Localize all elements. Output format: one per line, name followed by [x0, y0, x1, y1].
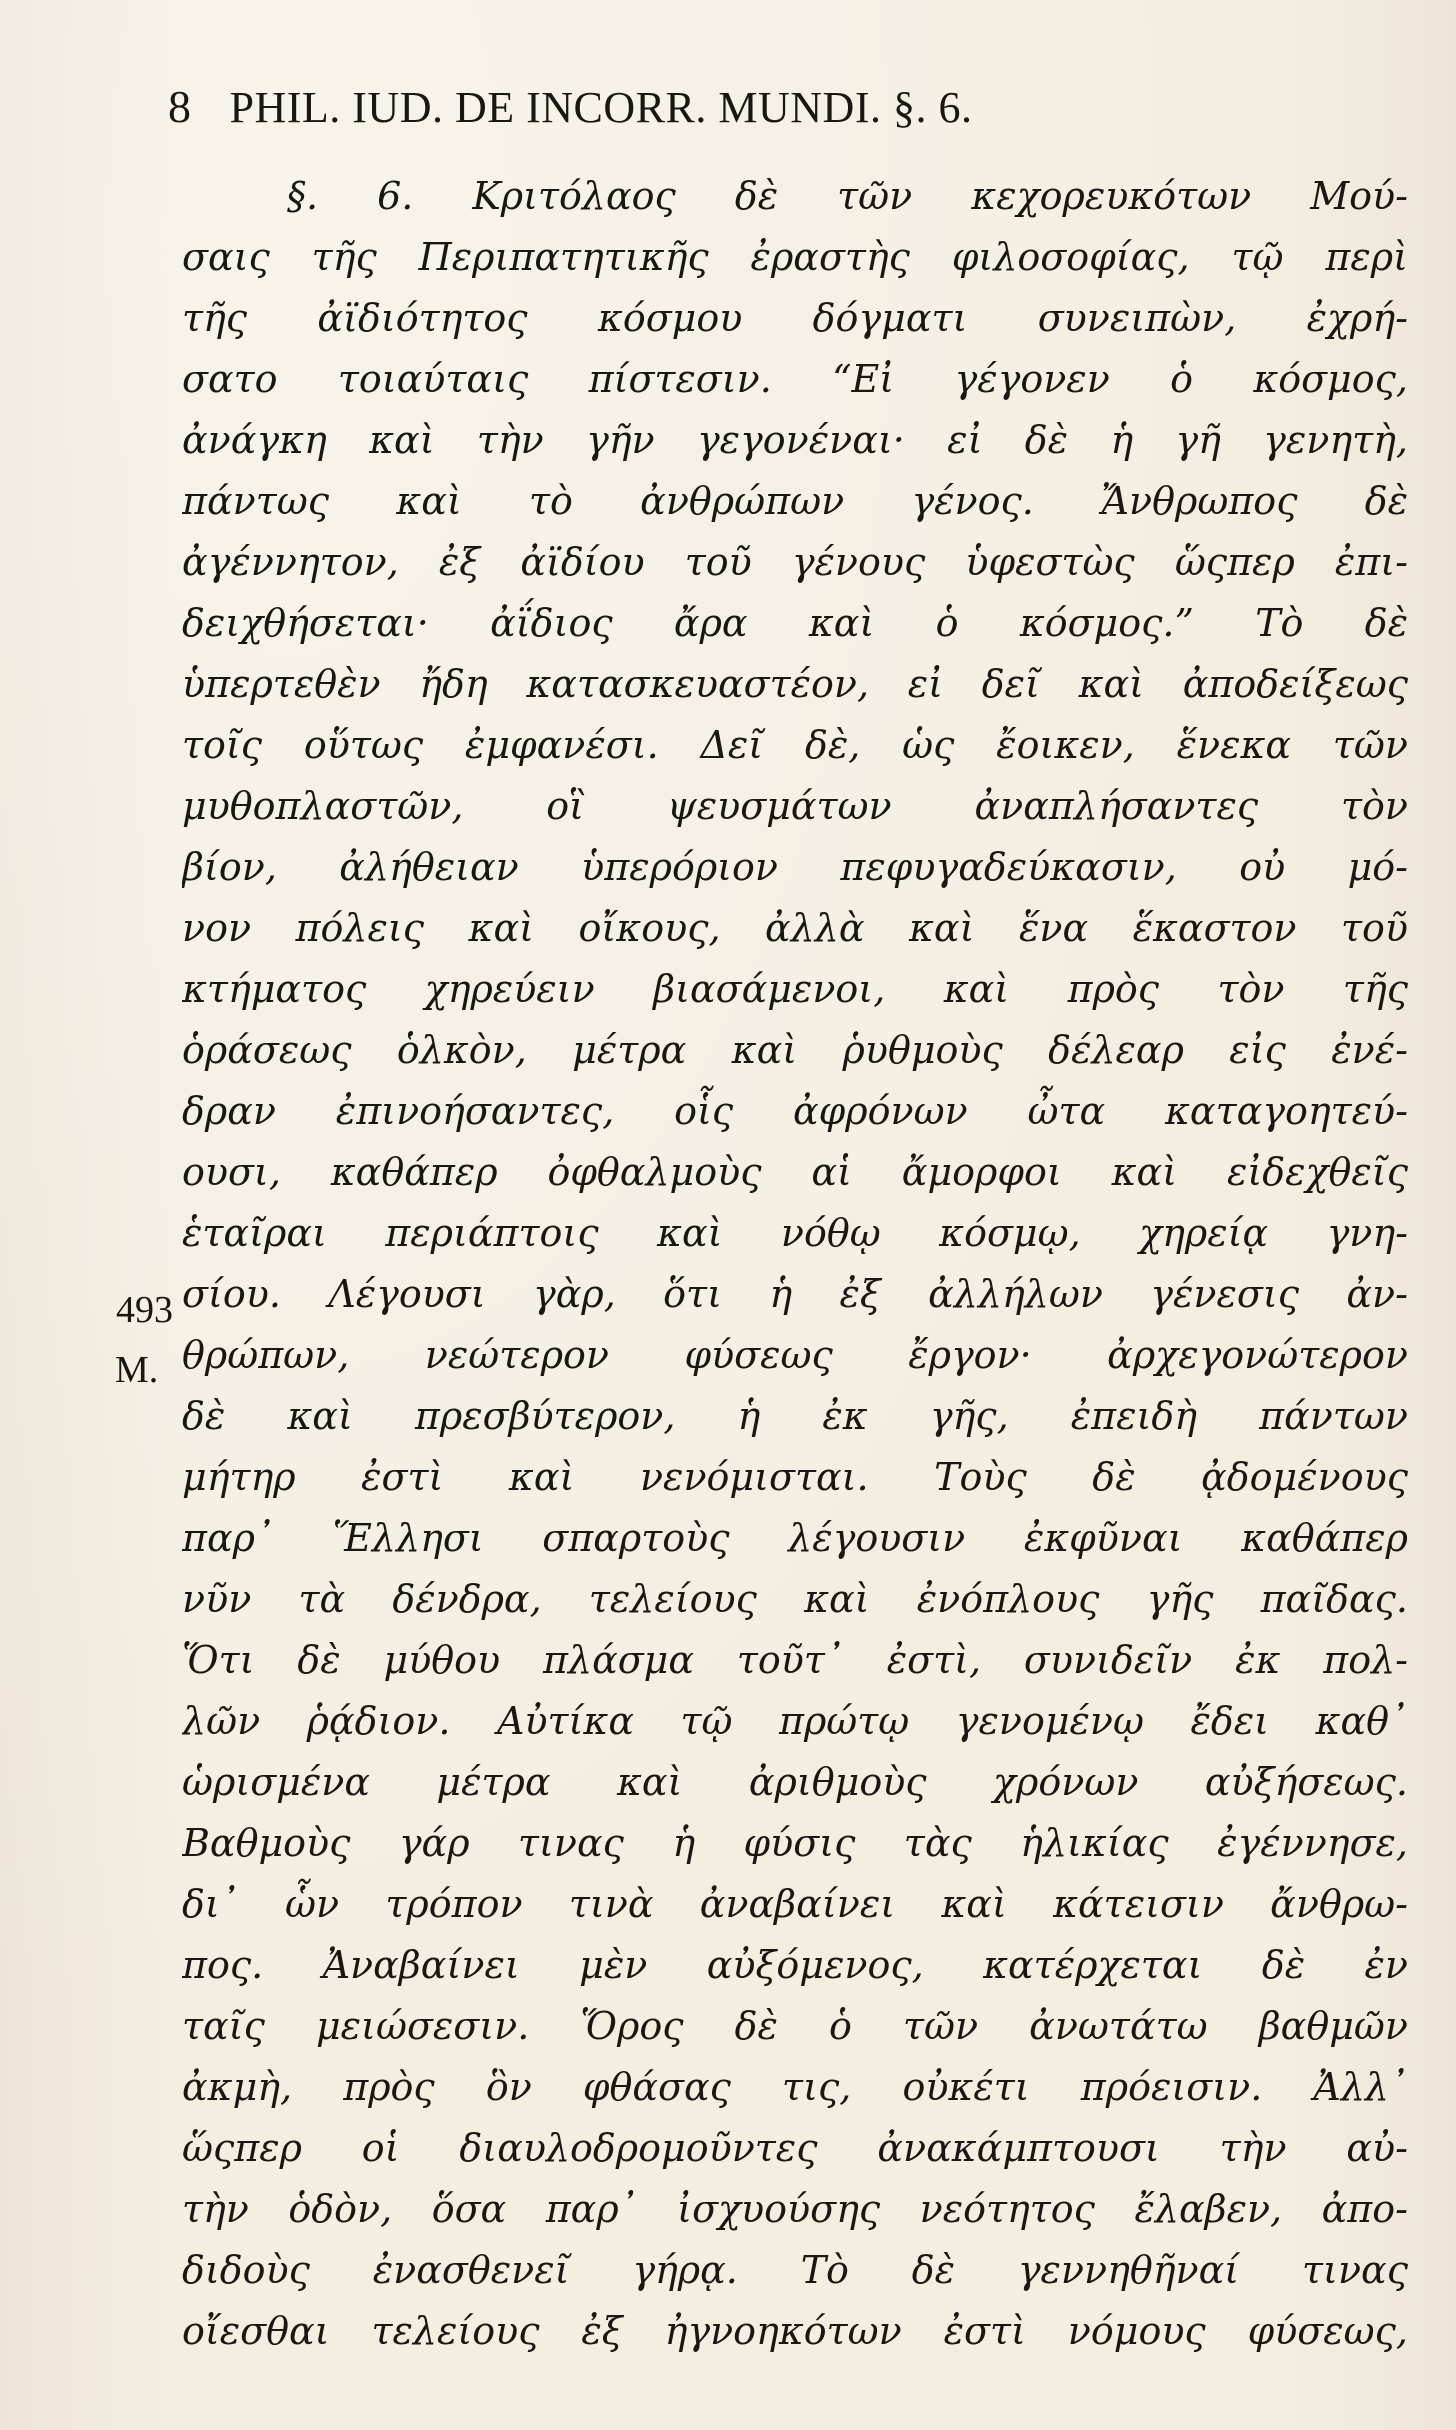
- greek-text-block: [182, 166, 1408, 2356]
- text-line: νῦν τὰ δένδρα, τελείους καὶ ἐνόπλους γῆς παῖδας.: [182, 1577, 1408, 1621]
- text-line: μυθοπλαστῶν, οἳ ψευσμάτων ἀναπλήσαντες τὸν: [182, 784, 1408, 828]
- text-line: σίου. Λέγουσι γὰρ, ὅτι ἡ ἐξ ἀλλήλων γένεσις ἀν-: [182, 1272, 1408, 1316]
- text-line: ἀνάγκη καὶ τὴν γῆν γεγονέναι· εἰ δὲ ἡ γῆ γενητὴ,: [182, 418, 1408, 462]
- text-line: ἑταῖραι περιάπτοις καὶ νόθῳ κόσμῳ, χηρείᾳ γνη-: [182, 1211, 1408, 1255]
- text-line: δραν ἐπινοήσαντες, οἷς ἀφρόνων ὦτα καταγοητεύ-: [182, 1089, 1408, 1133]
- text-line: ουσι, καθάπερ ὀφθαλμοὺς αἱ ἄμορφοι καὶ εἰδεχθεῖς: [182, 1150, 1408, 1194]
- text-line: ὁράσεως ὁλκὸν, μέτρα καὶ ῥυθμοὺς δέλεαρ εἰς ἐνέ-: [182, 1028, 1408, 1072]
- text-line: παρ᾽ Ἕλλησι σπαρτοὺς λέγουσιν ἐκφῦναι καθάπερ: [182, 1516, 1408, 1560]
- text-line: ἀκμὴ, πρὸς ὃν φθάσας τις, οὐκέτι πρόεισιν. Ἀλλ᾽: [182, 2065, 1408, 2109]
- text-line: διδοὺς ἐνασθενεῖ γήρᾳ. Τὸ δὲ γεννηθῆναί τινας: [182, 2248, 1408, 2292]
- margin-page-reference: 493: [116, 1289, 173, 1331]
- text-line: σατο τοιαύταις πίστεσιν. “Εἰ γέγονεν ὁ κόσμος,: [182, 357, 1408, 401]
- text-line: πος. Ἀναβαίνει μὲν αὐξόμενος, κατέρχεται δὲ ἐν: [182, 1943, 1408, 1987]
- text-line: §. 6. Κριτόλαος δὲ τῶν κεχορευκότων Μού-: [287, 174, 1408, 218]
- text-line: βίον, ἀλήθειαν ὑπερόριον πεφυγαδεύκασιν, οὐ μό-: [182, 845, 1408, 889]
- text-line: κτήματος χηρεύειν βιασάμενοι, καὶ πρὸς τὸν τῆς: [182, 967, 1408, 1011]
- text-line: τοῖς οὕτως ἐμφανέσι. Δεῖ δὲ, ὡς ἔοικεν, ἕνεκα τῶν: [182, 723, 1408, 767]
- text-line: Ὅτι δὲ μύθου πλάσμα τοῦτ᾽ ἐστὶ, συνιδεῖν ἐκ πολ-: [182, 1638, 1408, 1682]
- text-line: θρώπων, νεώτερον φύσεως ἔργον· ἀρχεγονώτερον: [182, 1333, 1408, 1377]
- text-line: δειχθήσεται· ἀΐδιος ἄρα καὶ ὁ κόσμος.” Τὸ δὲ: [182, 601, 1408, 645]
- text-line: ὥςπερ οἱ διαυλοδρομοῦντες ἀνακάμπτουσι τὴν αὐ-: [182, 2126, 1408, 2170]
- text-line: νον πόλεις καὶ οἴκους, ἀλλὰ καὶ ἕνα ἕκαστον τοῦ: [182, 906, 1408, 950]
- text-line: ὡρισμένα μέτρα καὶ ἀριθμοὺς χρόνων αὐξήσεως.: [182, 1760, 1408, 1804]
- text-line: πάντως καὶ τὸ ἀνθρώπων γένος. Ἄνθρωπος δὲ: [182, 479, 1408, 523]
- text-line: ταῖς μειώσεσιν. Ὅρος δὲ ὁ τῶν ἀνωτάτω βαθμῶν: [182, 2004, 1408, 2048]
- text-line: οἴεσθαι τελείους ἐξ ἠγνοηκότων ἐστὶ νόμους φύσεως,: [182, 2309, 1408, 2353]
- text-line: Βαθμοὺς γάρ τινας ἡ φύσις τὰς ἡλικίας ἐγέννησε,: [182, 1821, 1408, 1865]
- text-line: μήτηρ ἐστὶ καὶ νενόμισται. Τοὺς δὲ ᾀδομένους: [182, 1455, 1408, 1499]
- text-line: δὲ καὶ πρεσβύτερον, ἡ ἐκ γῆς, ἐπειδὴ πάντων: [182, 1394, 1408, 1438]
- text-line: ἀγέννητον, ἐξ ἀϊδίου τοῦ γένους ὑφεστὼς ὥςπερ ἐπι-: [182, 540, 1408, 584]
- running-title: PHIL. IUD. DE INCORR. MUNDI. §. 6.: [229, 83, 973, 132]
- text-line: τὴν ὁδὸν, ὅσα παρ᾽ ἰσχυούσης νεότητος ἔλαβεν, ἀπο-: [182, 2187, 1408, 2231]
- running-head: [168, 80, 1298, 140]
- page-number: 8: [168, 81, 192, 132]
- text-line: σαις τῆς Περιπατητικῆς ἐραστὴς φιλοσοφίας, τῷ περὶ: [182, 235, 1408, 279]
- text-line: δι᾽ ὧν τρόπον τινὰ ἀναβαίνει καὶ κάτεισιν ἄνθρω-: [182, 1882, 1408, 1926]
- margin-line-initial: M.: [115, 1349, 159, 1391]
- text-line: λῶν ῥᾴδιον. Αὐτίκα τῷ πρώτῳ γενομένῳ ἔδει καθ᾽: [182, 1699, 1408, 1743]
- text-line: τῆς ἀϊδιότητος κόσμου δόγματι συνειπὼν, ἐχρή-: [182, 296, 1408, 340]
- text-line: ὑπερτεθὲν ἤδη κατασκευαστέον, εἰ δεῖ καὶ ἀποδείξεως: [182, 662, 1408, 706]
